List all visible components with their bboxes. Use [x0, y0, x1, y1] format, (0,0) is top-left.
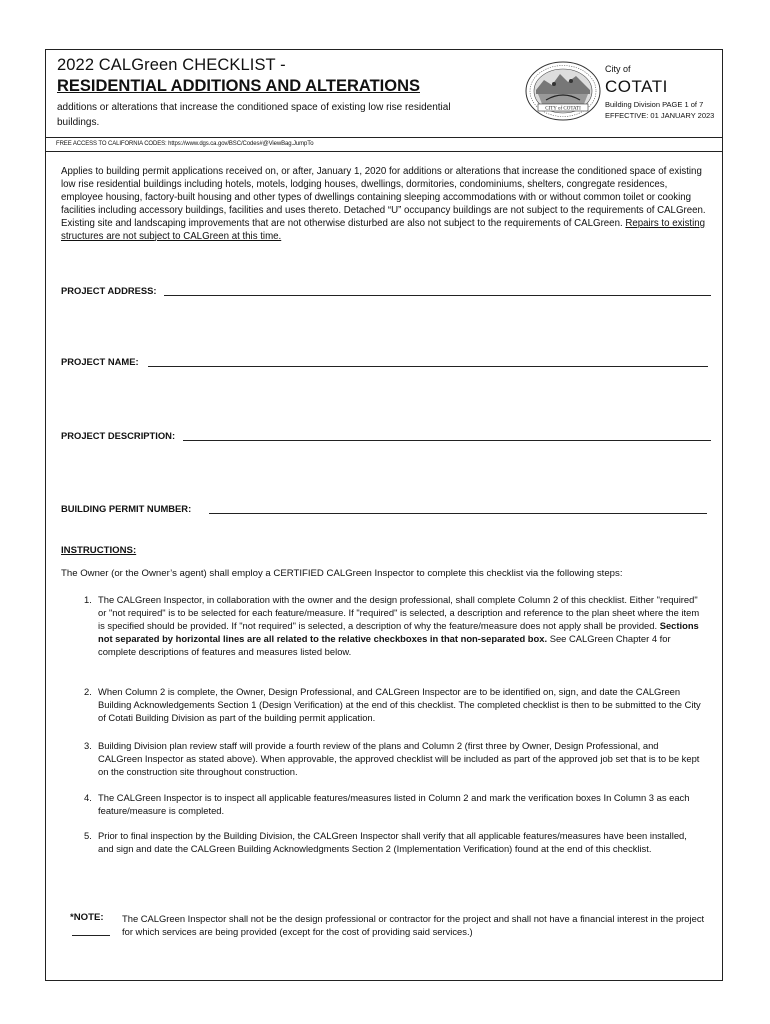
- page-info: Building Division PAGE 1 of 7: [605, 100, 704, 109]
- note-text: The CALGreen Inspector shall not be the design professional or contractor for the project and shall not have a financial interest in the project for which services are being provided (except for the cost of providing said services.): [122, 913, 705, 937]
- step-text: When Column 2 is complete, the Owner, Design Professional, and CALGreen Inspector are to be identified on, sign, and date the CALGreen Building Acknowledgements Section 1 (Design Verification) at the end of this checklist. The completed checklist is then to be submitted to the City of Cotati Building Division as part of the building permit application.: [98, 686, 701, 723]
- instructions-heading: INSTRUCTIONS:: [61, 545, 137, 556]
- step-number: 2.: [84, 686, 92, 697]
- title-line-1: 2022 CALGreen CHECKLIST -: [57, 56, 286, 74]
- step-text: Building Division plan review staff will provide a fourth review of the plans and Column 2 (first three by Owner, Design Professional, and CALGreen Inspector as stated above). When approvable, the approved checklist will be included as part of the approved job set that is to be kept on the construction site throughout construction.: [98, 740, 700, 777]
- applicability-paragraph: [61, 166, 711, 243]
- city-seal-icon: [524, 60, 602, 122]
- step-number: 1.: [84, 594, 92, 605]
- step-text: Prior to final inspection by the Building Division, the CALGreen Inspector shall verify that all applicable features/measures have been installed, and sign and date the CALGreen Building Acknowledgments Section 2 (Implementation Verification) found at the end of this checklist.: [98, 830, 687, 854]
- step-number: 3.: [84, 740, 92, 751]
- project-address-label: PROJECT ADDRESS:: [61, 285, 157, 296]
- step-number: 4.: [84, 792, 92, 803]
- seal-text: CITY of COTATI: [545, 106, 581, 112]
- title-line-2: RESIDENTIAL ADDITIONS AND ALTERATIONS: [57, 77, 420, 95]
- note-underline: [72, 935, 110, 936]
- permit-number-label: BUILDING PERMIT NUMBER:: [61, 503, 192, 514]
- note-label: *NOTE:: [70, 912, 104, 923]
- city-name: COTATI: [605, 77, 668, 96]
- checklist-page: [45, 49, 723, 981]
- divider: [46, 151, 722, 152]
- project-description-field[interactable]: [183, 440, 711, 441]
- applicability-text: Applies to building permit applications received on, or after, January 1, 2020 for additions or alterations that increase the conditioned space of existing low rise residential buildings including hotels, motels, lodging houses, dwellings, dormitories, condominiums, shelters, congregate residences, employee housing, factory-built housing and other types of dwellings containing sleeping accommodations with or without common toilet or cooking facilities including accessory buildings, facilities and uses thereto. Detached “U” occupancy buildings are not subject to the requirements of CALGreen. Existing site and landscaping improvements that are not otherwise disturbed are also not subject to the requirements of CALGreen.: [61, 166, 706, 229]
- step-text-after: See CALGreen Chapter 4 for complete descriptions of features and measures listed below.: [98, 633, 671, 657]
- header: [46, 50, 722, 138]
- project-name-field[interactable]: [148, 366, 708, 367]
- city-of-label: City of: [605, 64, 631, 74]
- effective-date: EFFECTIVE: 01 JANUARY 2023: [605, 111, 715, 120]
- free-access-link[interactable]: FREE ACCESS TO CALIFORNIA CODES: https://www.dgs.ca.gov/BSC/Codes#@ViewBag.JumpTo: [56, 141, 314, 147]
- applicability-underlined: Repairs to existing structures are not subject to CALGreen at this time.: [61, 217, 706, 242]
- permit-number-field[interactable]: [209, 513, 707, 514]
- step-text: The CALGreen Inspector is to inspect all applicable features/measures listed in Column 2 and mark the verification boxes In Column 3 as each feature/measure is completed.: [98, 792, 690, 816]
- instructions-intro: The Owner (or the Owner’s agent) shall employ a CERTIFIED CALGreen Inspector to complete this checklist via the following steps:: [61, 568, 623, 579]
- subtitle: additions or alterations that increase the conditioned space of existing low rise residential buildings.: [57, 102, 451, 128]
- step-bold-text: Sections not separated by horizontal lines are all related to the relative checkboxes in that non-separated box.: [98, 620, 699, 644]
- project-address-field[interactable]: [164, 295, 711, 296]
- project-name-label: PROJECT NAME:: [61, 356, 139, 367]
- step-text: The CALGreen Inspector, in collaboration with the owner and the design professional, shall complete Column 2 of this checklist. Either "required" or "not required" is to be selected for each feature/measure. If "required" is selected, a description and reference to the plan sheet where the item is specified should be provided. If "not required" is selected, a description of why the feature/measure does not apply shall be provided.: [98, 594, 700, 631]
- step-number: 5.: [84, 830, 92, 841]
- project-description-label: PROJECT DESCRIPTION:: [61, 430, 176, 441]
